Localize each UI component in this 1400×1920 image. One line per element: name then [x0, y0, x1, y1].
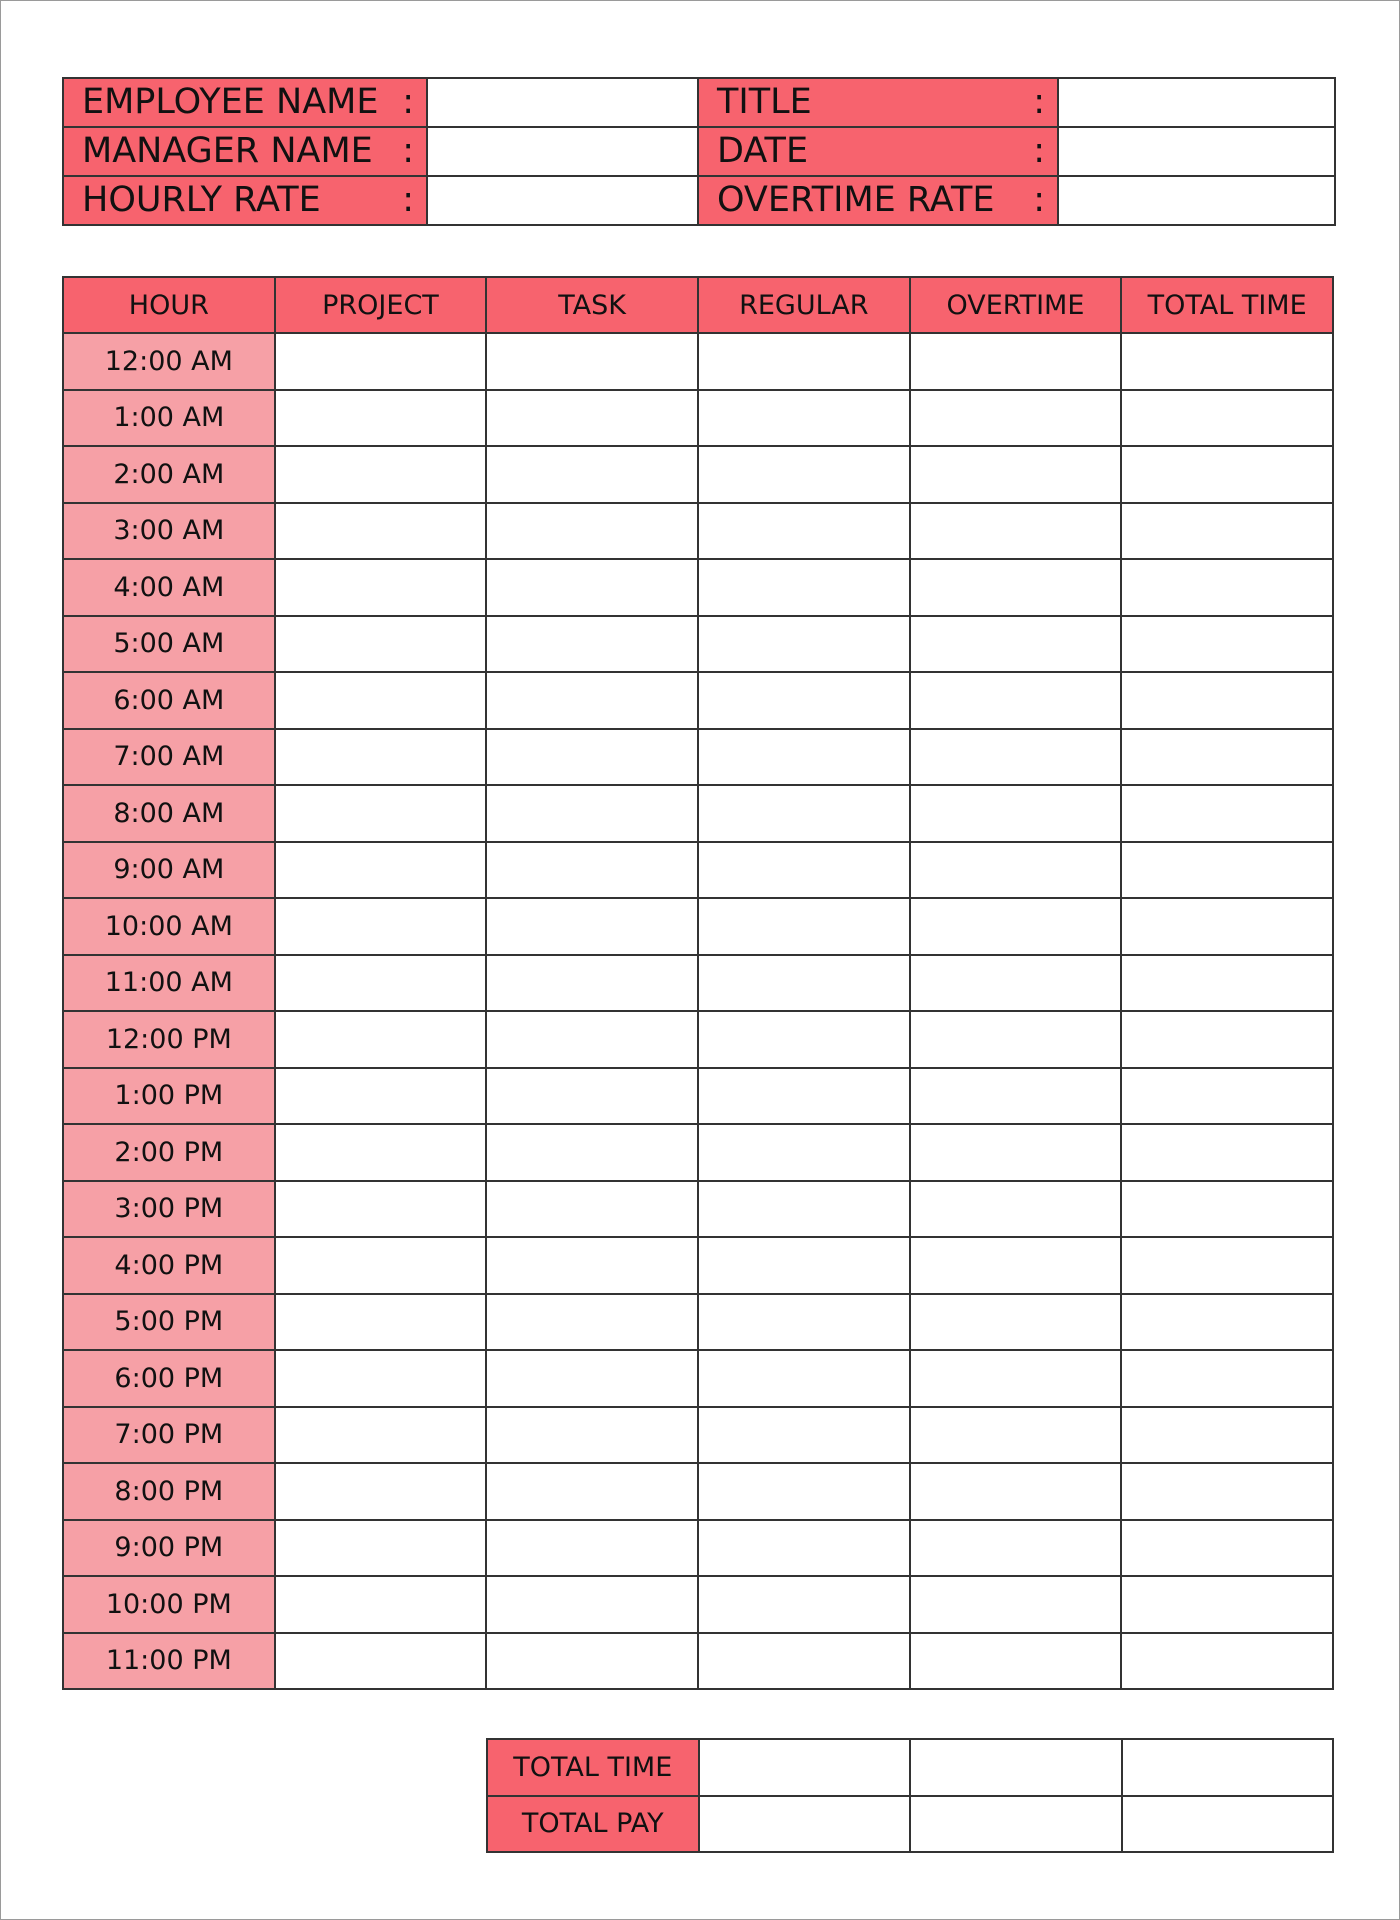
column-header-task: TASK: [486, 277, 698, 333]
project-cell[interactable]: [275, 785, 487, 842]
table-row: [63, 1011, 1333, 1068]
timesheet-grid: [62, 276, 1334, 1690]
project-cell[interactable]: [275, 1068, 487, 1125]
timesheet-body: [63, 333, 1333, 1689]
overtime-cell[interactable]: [910, 446, 1122, 503]
table-row: [63, 503, 1333, 560]
regular-cell[interactable]: [698, 503, 910, 560]
hour-cell: 6:00 PM: [63, 1350, 275, 1407]
column-header-project: PROJECT: [275, 277, 487, 333]
hour-cell: 5:00 AM: [63, 616, 275, 673]
regular-cell[interactable]: [698, 955, 910, 1012]
total-time-regular-cell[interactable]: [699, 1739, 911, 1796]
total-time-cell[interactable]: [1121, 672, 1333, 729]
total-time-cell[interactable]: [1121, 1124, 1333, 1181]
hour-cell: 12:00 AM: [63, 333, 275, 390]
overtime-cell[interactable]: [910, 1068, 1122, 1125]
table-row: [63, 1237, 1333, 1294]
total-time-cell[interactable]: [1121, 1633, 1333, 1690]
info-row: [63, 127, 1335, 176]
task-cell[interactable]: [486, 1407, 698, 1464]
project-cell[interactable]: [275, 333, 487, 390]
hour-cell: 2:00 PM: [63, 1124, 275, 1181]
overtime-cell[interactable]: [910, 1124, 1122, 1181]
total-time-cell[interactable]: [1121, 842, 1333, 899]
hour-cell: 3:00 AM: [63, 503, 275, 560]
total-time-row: [487, 1739, 1333, 1796]
hour-cell: 11:00 PM: [63, 1633, 275, 1690]
overtime-cell[interactable]: [910, 333, 1122, 390]
project-cell[interactable]: [275, 1294, 487, 1351]
manager-name-label: [63, 127, 427, 176]
table-row: [63, 1068, 1333, 1125]
total-time-cell[interactable]: [1121, 1350, 1333, 1407]
table-row: [63, 1294, 1333, 1351]
task-cell[interactable]: [486, 1463, 698, 1520]
project-cell[interactable]: [275, 1576, 487, 1633]
hour-cell: 9:00 PM: [63, 1520, 275, 1577]
overtime-cell[interactable]: [910, 1181, 1122, 1238]
total-time-cell[interactable]: [1121, 1068, 1333, 1125]
project-cell[interactable]: [275, 672, 487, 729]
employee-name-field[interactable]: [427, 78, 698, 127]
hour-cell: 2:00 AM: [63, 446, 275, 503]
task-cell[interactable]: [486, 1011, 698, 1068]
task-cell[interactable]: [486, 1350, 698, 1407]
hour-cell: 8:00 PM: [63, 1463, 275, 1520]
project-cell[interactable]: [275, 898, 487, 955]
overtime-cell[interactable]: [910, 729, 1122, 786]
task-cell[interactable]: [486, 785, 698, 842]
overtime-cell[interactable]: [910, 1520, 1122, 1577]
task-cell[interactable]: [486, 1294, 698, 1351]
project-cell[interactable]: [275, 390, 487, 447]
regular-cell[interactable]: [698, 1633, 910, 1690]
table-row: [63, 785, 1333, 842]
task-cell[interactable]: [486, 616, 698, 673]
column-header-overtime: OVERTIME: [910, 277, 1122, 333]
label-separator: :: [402, 131, 414, 171]
project-cell[interactable]: [275, 1350, 487, 1407]
project-cell[interactable]: [275, 446, 487, 503]
table-row: [63, 1633, 1333, 1690]
total-time-cell[interactable]: [1121, 785, 1333, 842]
total-time-cell[interactable]: [1121, 1407, 1333, 1464]
project-cell[interactable]: [275, 955, 487, 1012]
overtime-cell[interactable]: [910, 1350, 1122, 1407]
table-row: [63, 1181, 1333, 1238]
label-separator: :: [402, 180, 414, 220]
total-time-cell[interactable]: [1121, 446, 1333, 503]
hour-cell: 5:00 PM: [63, 1294, 275, 1351]
table-row: [63, 898, 1333, 955]
task-cell[interactable]: [486, 390, 698, 447]
title-label: [698, 78, 1058, 127]
hour-cell: 7:00 PM: [63, 1407, 275, 1464]
hour-cell: 10:00 PM: [63, 1576, 275, 1633]
total-time-cell[interactable]: [1121, 1463, 1333, 1520]
table-row: [63, 1350, 1333, 1407]
total-time-cell[interactable]: [1121, 1520, 1333, 1577]
table-row: [63, 955, 1333, 1012]
hour-cell: 1:00 PM: [63, 1068, 275, 1125]
overtime-cell[interactable]: [910, 1576, 1122, 1633]
overtime-cell[interactable]: [910, 1463, 1122, 1520]
hour-cell: 4:00 PM: [63, 1237, 275, 1294]
total-time-cell[interactable]: [1121, 729, 1333, 786]
employee-info-table: [62, 77, 1336, 226]
project-cell[interactable]: [275, 1633, 487, 1690]
task-cell[interactable]: [486, 955, 698, 1012]
regular-cell[interactable]: [698, 672, 910, 729]
overtime-cell[interactable]: [910, 503, 1122, 560]
regular-cell[interactable]: [698, 1407, 910, 1464]
hourly-rate-label: [63, 176, 427, 225]
overtime-cell[interactable]: [910, 390, 1122, 447]
project-cell[interactable]: [275, 1463, 487, 1520]
hour-cell: 6:00 AM: [63, 672, 275, 729]
manager-name-label-text: MANAGER NAME: [82, 131, 373, 171]
hour-cell: 12:00 PM: [63, 1011, 275, 1068]
task-cell[interactable]: [486, 898, 698, 955]
total-time-overtime-cell[interactable]: [910, 1739, 1122, 1796]
label-separator: :: [402, 82, 414, 122]
label-separator: :: [1033, 82, 1045, 122]
total-time-cell[interactable]: [1121, 616, 1333, 673]
task-cell[interactable]: [486, 729, 698, 786]
task-cell[interactable]: [486, 1237, 698, 1294]
table-row: [63, 1576, 1333, 1633]
project-cell[interactable]: [275, 1181, 487, 1238]
regular-cell[interactable]: [698, 559, 910, 616]
total-time-cell[interactable]: [1121, 898, 1333, 955]
hour-cell: 10:00 AM: [63, 898, 275, 955]
total-time-total-cell[interactable]: [1122, 1739, 1334, 1796]
regular-cell[interactable]: [698, 1463, 910, 1520]
table-row: [63, 333, 1333, 390]
task-cell[interactable]: [486, 1068, 698, 1125]
hour-cell: 4:00 AM: [63, 559, 275, 616]
hour-cell: 7:00 AM: [63, 729, 275, 786]
regular-cell[interactable]: [698, 446, 910, 503]
overtime-cell[interactable]: [910, 898, 1122, 955]
project-cell[interactable]: [275, 842, 487, 899]
date-label: [698, 127, 1058, 176]
overtime-cell[interactable]: [910, 955, 1122, 1012]
total-time-cell[interactable]: [1121, 955, 1333, 1012]
regular-cell[interactable]: [698, 785, 910, 842]
task-cell[interactable]: [486, 1181, 698, 1238]
hour-cell: 9:00 AM: [63, 842, 275, 899]
total-time-cell[interactable]: [1121, 1011, 1333, 1068]
column-header-total-time: TOTAL TIME: [1121, 277, 1333, 333]
label-separator: :: [1033, 180, 1045, 220]
task-cell[interactable]: [486, 446, 698, 503]
hour-cell: 11:00 AM: [63, 955, 275, 1012]
task-cell[interactable]: [486, 333, 698, 390]
hourly-rate-label-text: HOURLY RATE: [82, 180, 321, 220]
column-header-regular: REGULAR: [698, 277, 910, 333]
project-cell[interactable]: [275, 616, 487, 673]
total-time-cell[interactable]: [1121, 390, 1333, 447]
overtime-cell[interactable]: [910, 1237, 1122, 1294]
info-row: [63, 78, 1335, 127]
overtime-cell[interactable]: [910, 785, 1122, 842]
regular-cell[interactable]: [698, 616, 910, 673]
regular-cell[interactable]: [698, 1237, 910, 1294]
hour-cell: 1:00 AM: [63, 390, 275, 447]
project-cell[interactable]: [275, 1407, 487, 1464]
regular-cell[interactable]: [698, 1181, 910, 1238]
label-separator: :: [1033, 131, 1045, 171]
total-pay-row: [487, 1796, 1333, 1853]
overtime-cell[interactable]: [910, 1011, 1122, 1068]
table-row: [63, 616, 1333, 673]
overtime-rate-field[interactable]: [1058, 176, 1335, 225]
totals-table: [486, 1738, 1334, 1853]
table-row: [63, 729, 1333, 786]
total-pay-regular-cell[interactable]: [699, 1796, 911, 1853]
total-time-cell[interactable]: [1121, 333, 1333, 390]
table-row: [63, 672, 1333, 729]
regular-cell[interactable]: [698, 1520, 910, 1577]
regular-cell[interactable]: [698, 842, 910, 899]
header-row: [63, 277, 1333, 333]
table-row: [63, 1407, 1333, 1464]
project-cell[interactable]: [275, 503, 487, 560]
table-row: [63, 559, 1333, 616]
total-time-cell[interactable]: [1121, 503, 1333, 560]
table-row: [63, 1520, 1333, 1577]
task-cell[interactable]: [486, 503, 698, 560]
regular-cell[interactable]: [698, 1068, 910, 1125]
regular-cell[interactable]: [698, 1011, 910, 1068]
date-field[interactable]: [1058, 127, 1335, 176]
project-cell[interactable]: [275, 1011, 487, 1068]
overtime-cell[interactable]: [910, 672, 1122, 729]
table-row: [63, 842, 1333, 899]
regular-cell[interactable]: [698, 729, 910, 786]
project-cell[interactable]: [275, 1520, 487, 1577]
project-cell[interactable]: [275, 1237, 487, 1294]
task-cell[interactable]: [486, 1576, 698, 1633]
employee-name-label: [63, 78, 427, 127]
overtime-rate-label-text: OVERTIME RATE: [717, 180, 995, 220]
project-cell[interactable]: [275, 1124, 487, 1181]
info-row: [63, 176, 1335, 225]
regular-cell[interactable]: [698, 898, 910, 955]
total-time-cell[interactable]: [1121, 1294, 1333, 1351]
table-row: [63, 390, 1333, 447]
total-pay-label: TOTAL PAY: [487, 1796, 699, 1853]
regular-cell[interactable]: [698, 1294, 910, 1351]
overtime-cell[interactable]: [910, 559, 1122, 616]
total-time-label: TOTAL TIME: [487, 1739, 699, 1796]
task-cell[interactable]: [486, 1633, 698, 1690]
regular-cell[interactable]: [698, 390, 910, 447]
regular-cell[interactable]: [698, 1576, 910, 1633]
total-time-cell[interactable]: [1121, 559, 1333, 616]
date-label-text: DATE: [717, 131, 809, 171]
hourly-rate-field[interactable]: [427, 176, 698, 225]
overtime-cell[interactable]: [910, 1407, 1122, 1464]
total-pay-total-cell[interactable]: [1122, 1796, 1334, 1853]
task-cell[interactable]: [486, 559, 698, 616]
total-pay-overtime-cell[interactable]: [910, 1796, 1122, 1853]
table-row: [63, 1463, 1333, 1520]
hour-cell: 8:00 AM: [63, 785, 275, 842]
project-cell[interactable]: [275, 729, 487, 786]
manager-name-field[interactable]: [427, 127, 698, 176]
overtime-cell[interactable]: [910, 1633, 1122, 1690]
total-time-cell[interactable]: [1121, 1576, 1333, 1633]
task-cell[interactable]: [486, 672, 698, 729]
task-cell[interactable]: [486, 1520, 698, 1577]
total-time-cell[interactable]: [1121, 1237, 1333, 1294]
project-cell[interactable]: [275, 559, 487, 616]
total-time-cell[interactable]: [1121, 1181, 1333, 1238]
table-row: [63, 446, 1333, 503]
employee-name-label-text: EMPLOYEE NAME: [82, 82, 379, 122]
regular-cell[interactable]: [698, 1350, 910, 1407]
regular-cell[interactable]: [698, 1124, 910, 1181]
table-row: [63, 1124, 1333, 1181]
title-label-text: TITLE: [717, 82, 812, 122]
overtime-cell[interactable]: [910, 842, 1122, 899]
regular-cell[interactable]: [698, 333, 910, 390]
task-cell[interactable]: [486, 842, 698, 899]
task-cell[interactable]: [486, 1124, 698, 1181]
overtime-cell[interactable]: [910, 1294, 1122, 1351]
title-field[interactable]: [1058, 78, 1335, 127]
overtime-rate-label: [698, 176, 1058, 225]
column-header-hour: HOUR: [63, 277, 275, 333]
overtime-cell[interactable]: [910, 616, 1122, 673]
hour-cell: 3:00 PM: [63, 1181, 275, 1238]
